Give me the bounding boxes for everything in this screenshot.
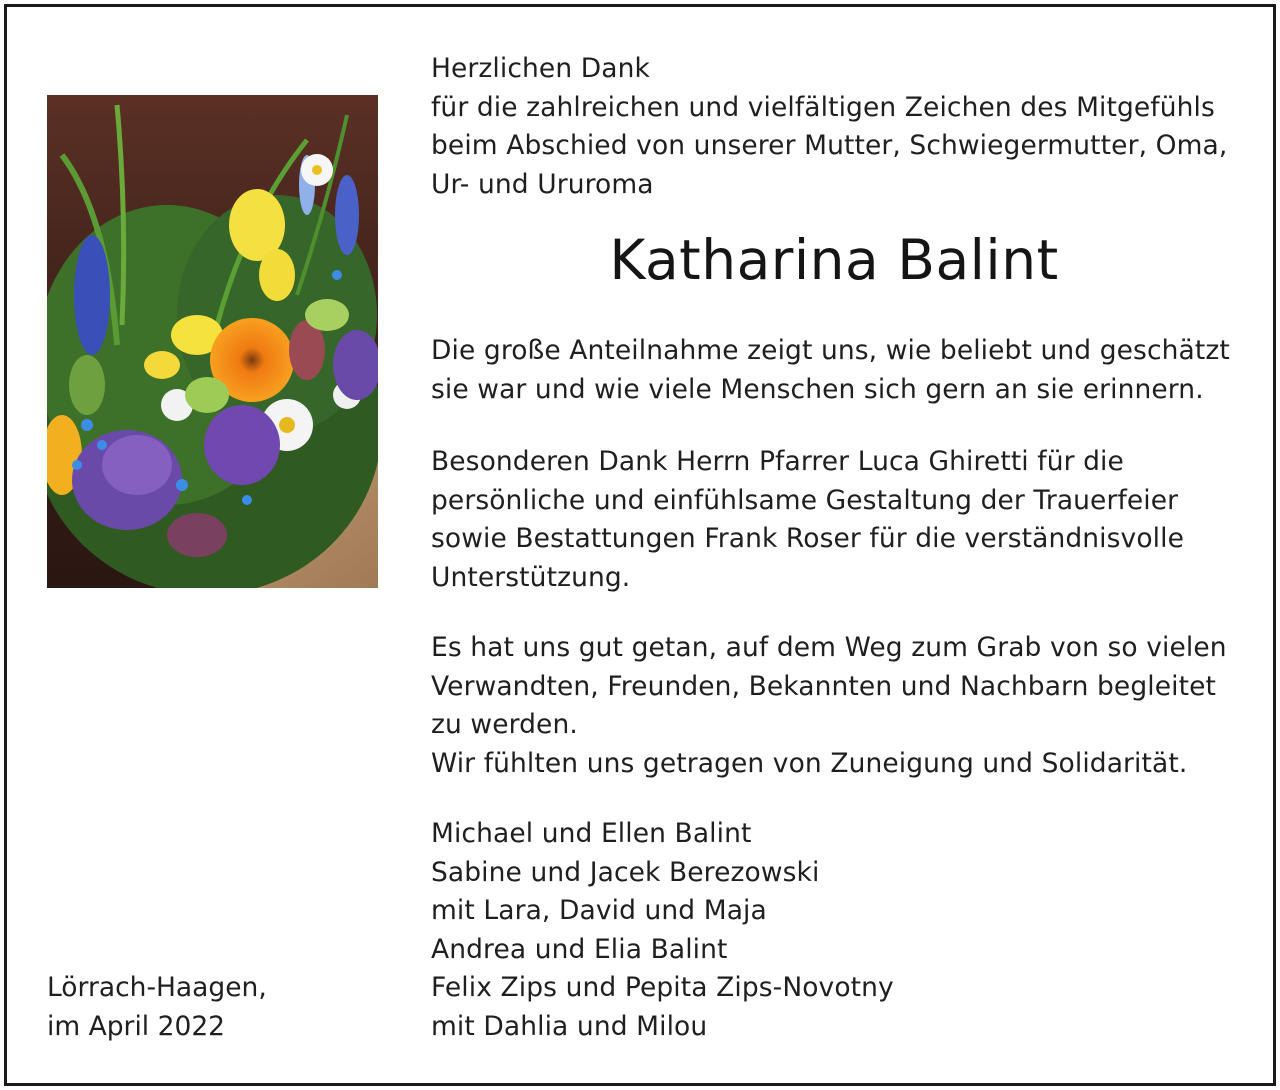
thanks-heading-line: Ur- und Ururoma [431, 168, 654, 200]
place-text: Lörrach-Haagen, [47, 972, 267, 1003]
paragraph-line: Besonderen Dank Herrn Pfarrer Luca Ghiretti für die [431, 446, 1124, 477]
family-signatures [431, 815, 894, 1046]
thanks-heading-line: beim Abschied von unserer Mutter, Schwiegermutter, Oma, [431, 130, 1228, 161]
flower-arrangement-photo [47, 95, 378, 588]
paragraph-line: sie war und wie viele Menschen sich gern an sie erinnern. [431, 373, 1204, 405]
paragraph-line: Unterstützung. [431, 561, 631, 593]
signature-line: Sabine und Jacek Berezowski [431, 856, 820, 888]
signature-line: Andrea und Elia Balint [431, 933, 728, 965]
signature-line: Felix Zips und Pepita Zips-Novotny [431, 972, 894, 1003]
signature-line: mit Dahlia und Milou [431, 1010, 708, 1042]
paragraph-line: Die große Anteilnahme zeigt uns, wie beliebt und geschätzt [431, 335, 1230, 366]
paragraph-line: zu werden. [431, 709, 578, 740]
paragraph-support [431, 629, 1227, 783]
place-date-block [47, 969, 267, 1046]
paragraph-sympathy [431, 332, 1230, 409]
signature-line: Michael und Ellen Balint [431, 818, 752, 849]
thanks-heading-block [431, 50, 1227, 204]
paragraph-special-thanks [431, 443, 1184, 597]
signature-line: mit Lara, David und Maja [431, 895, 767, 926]
paragraph-line: sowie Bestattungen Frank Roser für die verständnisvolle [431, 523, 1184, 554]
paragraph-line: Es hat uns gut getan, auf dem Weg zum Grab von so vielen [431, 632, 1227, 663]
thanks-heading-title: Herzlichen Dank [431, 53, 650, 84]
deceased-name: Katharina Balint [609, 228, 1059, 292]
thanks-heading-line: für die zahlreichen und vielfältigen Zeichen des Mitgefühls [431, 91, 1215, 123]
paragraph-line: Verwandten, Freunden, Bekannten und Nachbarn begleitet [431, 670, 1216, 702]
paragraph-line: Wir fühlten uns getragen von Zuneigung und Solidarität. [431, 747, 1188, 779]
date-text: im April 2022 [47, 1010, 226, 1042]
paragraph-line: persönliche und einfühlsame Gestaltung der Trauerfeier [431, 484, 1179, 516]
